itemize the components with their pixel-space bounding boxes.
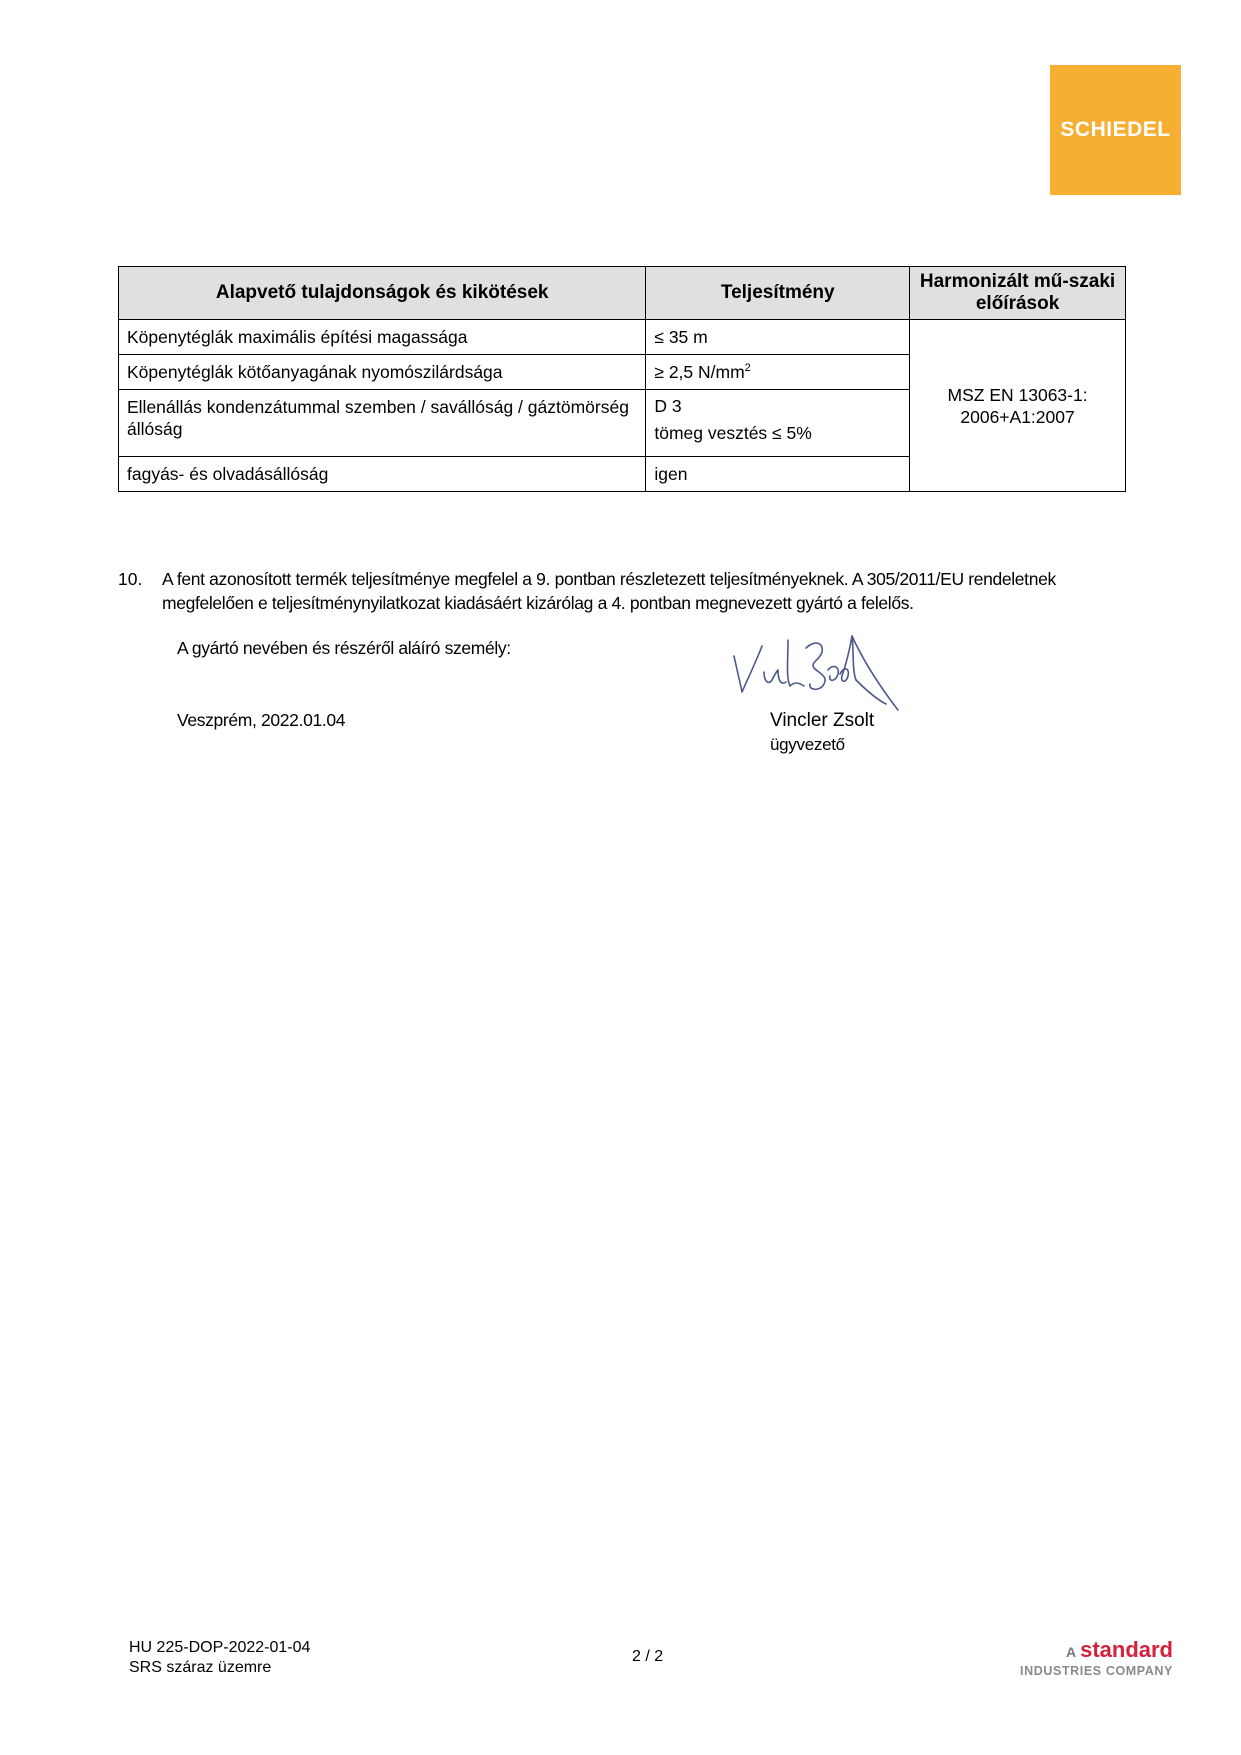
performance-value: ≥ 2,5 N/mm <box>654 361 745 382</box>
property-cell: Ellenállás kondenzátummal szemben / savállóság / gáztömörség állóság <box>119 390 646 457</box>
page-number: 2 / 2 <box>632 1648 664 1665</box>
performance-cell <box>646 390 910 457</box>
statement-number: 10. <box>118 569 143 589</box>
property-cell: fagyás- és olvadásállóság <box>119 457 646 492</box>
place-date: Veszprém, 2022.01.04 <box>177 710 346 730</box>
performance-cell <box>646 355 910 390</box>
brand-tagline: INDUSTRIES COMPANY <box>1020 1664 1173 1678</box>
brand-prefix: A <box>1065 1644 1077 1660</box>
table-header-row <box>119 267 1126 320</box>
performance-cell: igen <box>646 457 910 492</box>
document-code: HU 225-DOP-2022-01-04 <box>129 1639 311 1656</box>
norm-cell: MSZ EN 13063-1: 2006+A1:2007 <box>910 320 1126 492</box>
property-cell: Köpenytéglák kötőanyagának nyomószilárdsága <box>119 355 646 390</box>
footer-reference <box>129 1638 310 1678</box>
header-norms: Harmonizált mű-szaki előírások <box>910 267 1126 320</box>
statement-paragraph <box>118 567 1128 615</box>
signer-name: Vincler Zsolt <box>770 710 875 731</box>
performance-value-line2: tömeg vesztés ≤ 5% <box>654 423 812 443</box>
signer-label: A gyártó nevében és részéről aláíró személy: <box>177 638 511 658</box>
table-row <box>119 320 1126 355</box>
performance-cell: ≤ 35 m <box>646 320 910 355</box>
logo-text: SCHIEDEL <box>1060 118 1171 141</box>
property-cell: Köpenytéglák maximális építési magassága <box>119 320 646 355</box>
standard-industries-logo <box>1020 1637 1173 1678</box>
header-performance: Teljesítmény <box>646 267 910 320</box>
header-properties: Alapvető tulajdonságok és kikötések <box>119 267 646 320</box>
schiedel-logo <box>1050 65 1181 195</box>
performance-value: D 3 <box>654 396 682 416</box>
brand-name: standard <box>1080 1637 1173 1662</box>
statement-text: A fent azonosított termék teljesítménye megfelel a 9. pontban részletezett teljesítményeknek. A 305/2011/EU rendeletnek megfelelően e teljesítménynyilatkozat kiadásáért kizárólag a 4. pontban megnevezett gyártó a felelős. <box>162 569 1056 613</box>
properties-table <box>118 266 1126 492</box>
signer-title: ügyvezető <box>770 735 845 754</box>
handwritten-signature <box>728 630 903 720</box>
document-subtitle: SRS száraz üzemre <box>129 1659 272 1676</box>
performance-superscript: 2 <box>744 361 751 374</box>
